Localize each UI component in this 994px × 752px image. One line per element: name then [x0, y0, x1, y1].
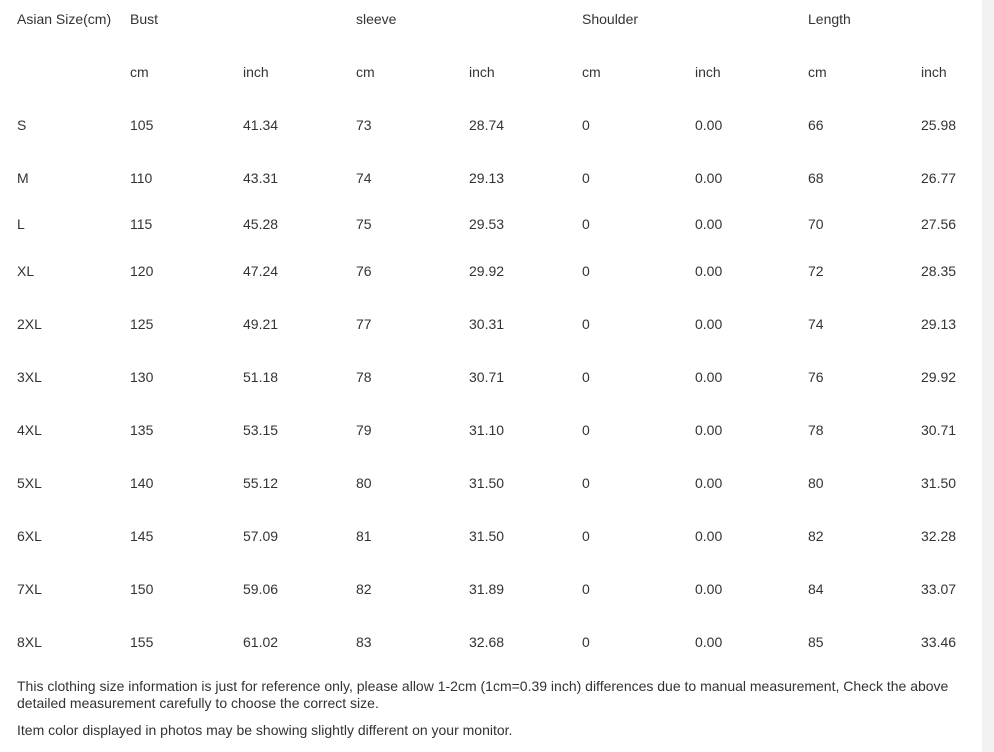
table-cell: 82	[356, 581, 372, 597]
table-cell: 28.74	[469, 117, 505, 133]
table-cell: 84	[808, 581, 824, 597]
table-cell: 45.28	[243, 216, 279, 232]
table-cell: 82	[808, 528, 824, 544]
column-header: Length	[808, 11, 851, 27]
table-cell: 0	[582, 422, 590, 438]
table-cell: 110	[130, 170, 153, 186]
table-cell: 74	[808, 316, 824, 332]
table-cell: 27.56	[921, 216, 957, 232]
table-cell: 72	[808, 263, 824, 279]
table-cell: 49.21	[243, 316, 279, 332]
table-cell: 76	[808, 369, 824, 385]
table-cell: 31.89	[469, 581, 505, 597]
table-cell: 74	[356, 170, 372, 186]
table-cell: 73	[356, 117, 372, 133]
size-disclaimer-line-1: This clothing size information is just for reference only, please allow 1-2cm (1cm=0.39 inch) differences due to manual measurement, Check the above	[17, 678, 949, 694]
table-cell: 68	[808, 170, 824, 186]
table-cell: 26.77	[921, 170, 957, 186]
table-cell: 81	[356, 528, 372, 544]
table-cell: 66	[808, 117, 824, 133]
table-cell: 155	[130, 634, 154, 650]
color-disclaimer: Item color displayed in photos may be showing slightly different on your monitor.	[17, 722, 513, 738]
table-cell: 0.00	[695, 316, 723, 332]
table-cell: 30.31	[469, 316, 505, 332]
size-label: 5XL	[17, 475, 42, 491]
table-cell: 28.35	[921, 263, 957, 279]
table-cell: 0.00	[695, 475, 723, 491]
table-cell: 0.00	[695, 117, 723, 133]
size-label: 6XL	[17, 528, 42, 544]
table-cell: 29.92	[469, 263, 505, 279]
table-cell: 30.71	[921, 422, 957, 438]
table-cell: 80	[808, 475, 824, 491]
size-label: 7XL	[17, 581, 42, 597]
table-cell: 80	[356, 475, 372, 491]
table-cell: 75	[356, 216, 372, 232]
unit-header: cm	[356, 64, 375, 80]
column-header: Bust	[130, 11, 159, 27]
table-cell: 30.71	[469, 369, 505, 385]
table-cell: 41.34	[243, 117, 279, 133]
table-cell: 79	[356, 422, 372, 438]
table-cell: 43.31	[243, 170, 279, 186]
table-cell: 32.28	[921, 528, 957, 544]
size-label: M	[17, 170, 29, 186]
table-cell: 78	[356, 369, 372, 385]
size-label: 4XL	[17, 422, 42, 438]
table-cell: 0.00	[695, 170, 723, 186]
table-cell: 77	[356, 316, 372, 332]
table-cell: 0.00	[695, 369, 723, 385]
table-cell: 25.98	[921, 117, 957, 133]
size-disclaimer-line-2: detailed measurement carefully to choose the correct size.	[17, 695, 379, 711]
table-cell: 85	[808, 634, 824, 650]
column-header: sleeve	[356, 11, 397, 27]
table-cell: 33.07	[921, 581, 957, 597]
page-edge	[982, 0, 994, 752]
size-label: 8XL	[17, 634, 42, 650]
table-cell: 29.13	[921, 316, 957, 332]
table-cell: 29.13	[469, 170, 505, 186]
table-cell: 61.02	[243, 634, 279, 650]
table-cell: 57.09	[243, 528, 279, 544]
size-label: L	[17, 216, 25, 232]
table-cell: 76	[356, 263, 372, 279]
unit-header: inch	[469, 64, 495, 80]
table-cell: 0.00	[695, 528, 723, 544]
unit-header: inch	[695, 64, 721, 80]
table-cell: 83	[356, 634, 372, 650]
table-cell: 29.53	[469, 216, 505, 232]
size-label: S	[17, 117, 27, 133]
table-cell: 0.00	[695, 216, 723, 232]
table-cell: 51.18	[243, 369, 279, 385]
size-label: 3XL	[17, 369, 42, 385]
table-cell: 70	[808, 216, 824, 232]
table-cell: 31.10	[469, 422, 505, 438]
table-cell: 120	[130, 263, 154, 279]
table-cell: 0	[582, 316, 590, 332]
unit-header: inch	[921, 64, 947, 80]
table-cell: 0	[582, 475, 590, 491]
table-cell: 0	[582, 170, 590, 186]
table-cell: 47.24	[243, 263, 279, 279]
table-cell: 115	[130, 216, 153, 232]
unit-header: inch	[243, 64, 269, 80]
table-cell: 140	[130, 475, 154, 491]
size-label: XL	[17, 263, 35, 279]
table-cell: 31.50	[469, 528, 505, 544]
table-cell: 29.92	[921, 369, 957, 385]
table-cell: 105	[130, 117, 154, 133]
table-cell: 78	[808, 422, 824, 438]
table-cell: 59.06	[243, 581, 279, 597]
table-cell: 33.46	[921, 634, 957, 650]
table-cell: 150	[130, 581, 154, 597]
table-cell: 135	[130, 422, 154, 438]
table-cell: 32.68	[469, 634, 505, 650]
table-cell: 0	[582, 263, 590, 279]
table-cell: 0	[582, 369, 590, 385]
table-cell: 0	[582, 117, 590, 133]
unit-header: cm	[582, 64, 601, 80]
table-cell: 0	[582, 634, 590, 650]
table-cell: 53.15	[243, 422, 279, 438]
table-cell: 145	[130, 528, 154, 544]
unit-header: cm	[130, 64, 149, 80]
table-cell: 0.00	[695, 581, 723, 597]
column-header: Shoulder	[582, 11, 639, 27]
table-cell: 31.50	[469, 475, 505, 491]
column-header: Asian Size(cm)	[17, 11, 112, 27]
table-cell: 31.50	[921, 475, 957, 491]
table-cell: 55.12	[243, 475, 279, 491]
table-cell: 0	[582, 216, 590, 232]
table-cell: 0.00	[695, 634, 723, 650]
size-label: 2XL	[17, 316, 42, 332]
table-cell: 0.00	[695, 422, 723, 438]
table-cell: 125	[130, 316, 154, 332]
table-cell: 0	[582, 581, 590, 597]
table-cell: 0	[582, 528, 590, 544]
table-cell: 130	[130, 369, 154, 385]
unit-header: cm	[808, 64, 827, 80]
table-cell: 0.00	[695, 263, 723, 279]
